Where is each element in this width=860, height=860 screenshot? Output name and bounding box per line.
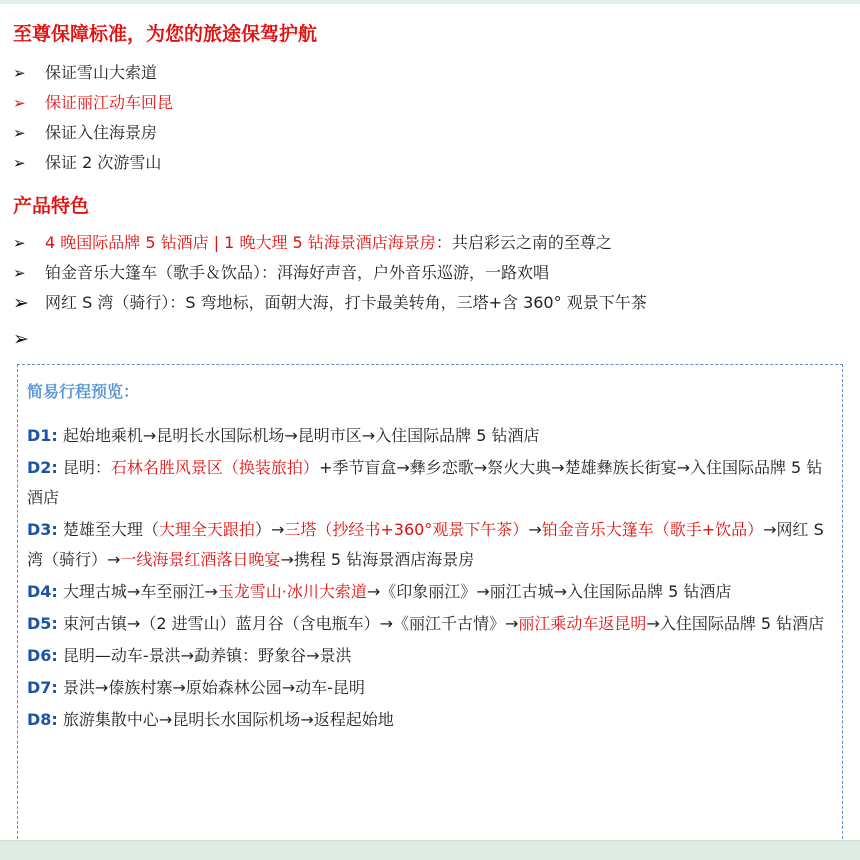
top-strip xyxy=(0,0,860,4)
day-text: →携程 5 钻海景酒店海景房 xyxy=(280,550,475,569)
list-item xyxy=(13,258,647,288)
day-text: 旅游集散中心→昆明长水国际机场→返程起始地 xyxy=(62,710,394,729)
itinerary-box xyxy=(17,364,843,844)
feature-text: 网红 S 湾（骑行）：S 弯地标，面朝大海，打卡最美转角，三塔+含 360° 观景下午茶 xyxy=(45,293,647,312)
list-item xyxy=(13,148,173,178)
highlight-text: 三塔（抄经书+360°观景下午茶） xyxy=(284,520,529,539)
day-text: ）→ xyxy=(254,520,285,539)
itinerary-day xyxy=(27,421,842,451)
feature-text: 铂金音乐大篷车（歌手＆饮品）：洱海好声音，户外音乐巡游，一路欢唱 xyxy=(45,263,550,282)
arrowhead-bullet-icon: ➢ xyxy=(13,94,26,112)
highlight-text: 丽江乘动车返昆明 xyxy=(518,614,647,633)
guarantee-text: 保证丽江动车回昆 xyxy=(45,93,174,112)
day-text: 景洪→傣族村寨→原始森林公园→动车-昆明 xyxy=(62,678,365,697)
guarantee-text: 保证 2 次游雪山 xyxy=(45,153,162,172)
day-text: 大理古城→车至丽江→ xyxy=(62,582,218,601)
guarantee-text: 保证入住海景房 xyxy=(45,123,158,142)
itinerary-day xyxy=(27,705,842,735)
arrowhead-bullet-icon: ➢ xyxy=(13,154,26,172)
day-label: D7: xyxy=(27,678,58,697)
list-item xyxy=(13,88,173,118)
day-text: →网红 S 湾（骑行）→ xyxy=(27,520,824,569)
itinerary-day xyxy=(27,515,842,575)
day-text: 束河古镇→（2 进雪山）蓝月谷（含电瓶车）→《丽江千古情》→ xyxy=(62,614,519,633)
itinerary-day xyxy=(27,453,842,513)
day-text: 起始地乘机→昆明长水国际机场→昆明市区→入住国际品牌 5 钻酒店 xyxy=(62,426,540,445)
day-label: D4: xyxy=(27,582,58,601)
itinerary-day xyxy=(27,609,842,639)
features-title: 产品特色 xyxy=(13,195,90,217)
day-label: D2: xyxy=(27,458,58,477)
feature-text: ：共启彩云之南的至尊之 xyxy=(435,233,612,252)
highlight-text: 一线海景红酒落日晚宴 xyxy=(120,550,281,569)
highlight-text: 大理全天跟拍 xyxy=(158,520,255,539)
features-list xyxy=(13,228,647,318)
list-item xyxy=(13,288,647,318)
arrowhead-bullet-icon: ➢ xyxy=(13,264,26,282)
arrowhead-bullet-icon: ➢ xyxy=(13,292,29,314)
list-item xyxy=(13,228,647,258)
itinerary-day xyxy=(27,673,842,703)
bottom-strip xyxy=(0,840,860,860)
arrowhead-bullet-icon: ➢ xyxy=(13,328,29,350)
highlight-text: 石林名胜风景区（换装旅拍） xyxy=(110,458,319,477)
day-text: 昆明： xyxy=(62,458,111,477)
day-label: D5: xyxy=(27,614,58,633)
feature-highlight: 4 晚国际品牌 5 钻酒店 | 1 晚大理 5 钻海景酒店海景房 xyxy=(45,233,436,252)
day-text: 楚雄至大理（ xyxy=(62,520,159,539)
arrowhead-bullet-icon: ➢ xyxy=(13,124,26,142)
itinerary-day xyxy=(27,641,842,671)
guarantee-list xyxy=(13,58,173,178)
list-item xyxy=(13,58,173,88)
day-text: →《印象丽江》→丽江古城→入住国际品牌 5 钻酒店 xyxy=(366,582,732,601)
day-text: +季节盲盒→彝乡恋歌→祭火大典→楚雄彝族长街宴→入住国际品牌 5 钻酒店 xyxy=(27,458,823,507)
day-label: D1: xyxy=(27,426,58,445)
day-text: → xyxy=(528,520,542,539)
arrowhead-bullet-icon: ➢ xyxy=(13,64,26,82)
itinerary-title: 简易行程预览： xyxy=(27,382,140,401)
list-item xyxy=(13,118,173,148)
guarantee-text: 保证雪山大索道 xyxy=(45,63,158,82)
itinerary-day xyxy=(27,577,842,607)
highlight-text: 铂金音乐大篷车（歌手+饮品） xyxy=(541,520,764,539)
highlight-text: 玉龙雪山·冰川大索道 xyxy=(217,582,367,601)
day-label: D3: xyxy=(27,520,58,539)
day-label: D6: xyxy=(27,646,58,665)
day-text: 昆明—动车-景洪→勐养镇：野象谷→景洪 xyxy=(62,646,352,665)
arrowhead-bullet-icon: ➢ xyxy=(13,234,26,252)
day-label: D8: xyxy=(27,710,58,729)
guarantee-title: 至尊保障标准，为您的旅途保驾护航 xyxy=(13,23,318,45)
itinerary-days xyxy=(27,421,842,735)
day-text: →入住国际品牌 5 钻酒店 xyxy=(646,614,825,633)
